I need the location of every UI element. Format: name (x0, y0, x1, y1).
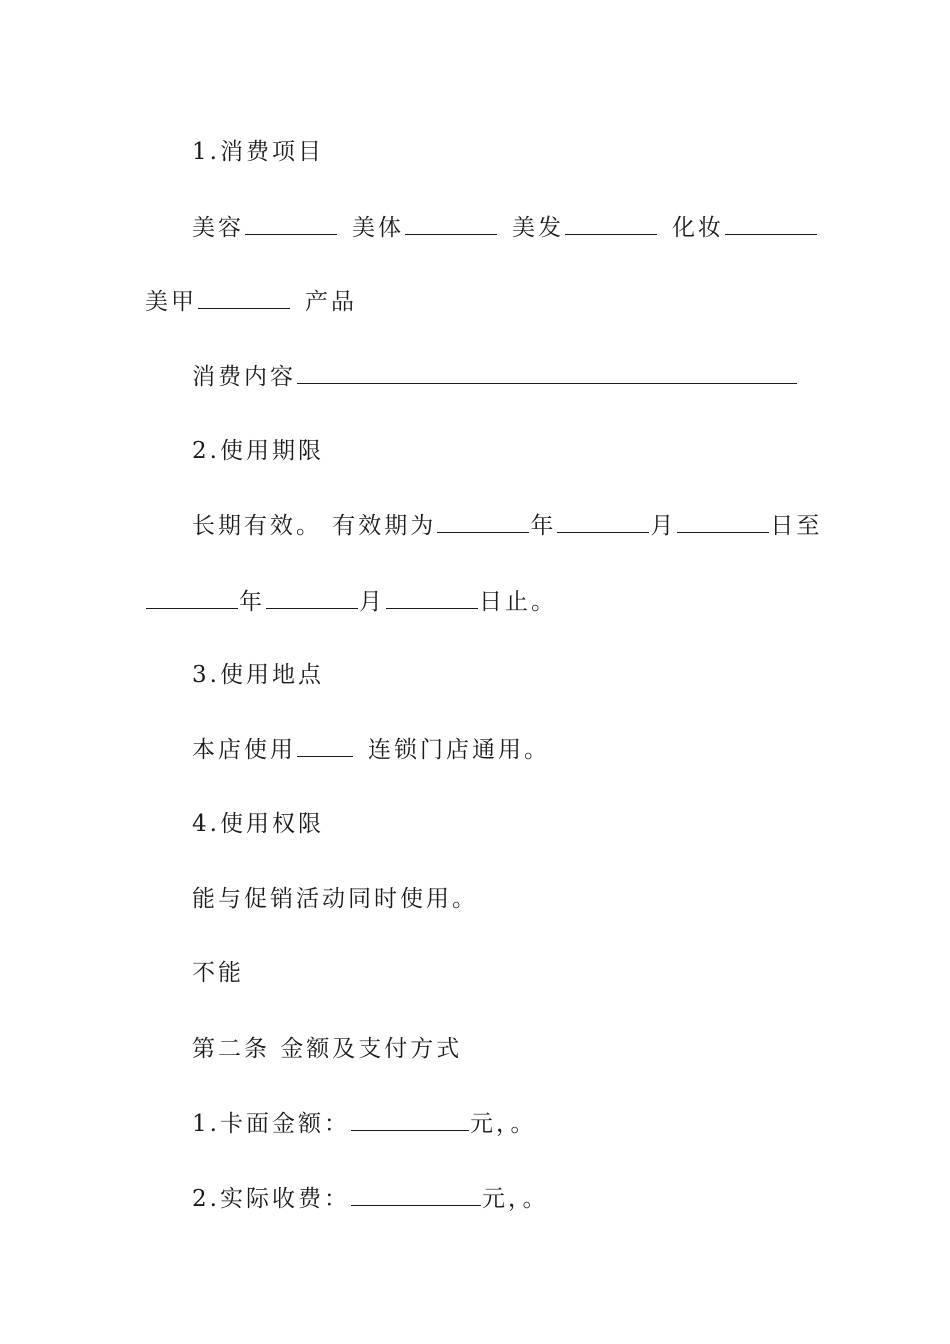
blank-start-month[interactable] (557, 510, 649, 533)
content-label: 消费内容 (192, 364, 296, 390)
permission-heading: 4.使用权限 (192, 811, 324, 837)
location-row (192, 734, 550, 765)
period-month-label: 月 (650, 513, 677, 539)
blank-end-month[interactable] (266, 586, 358, 609)
blank-store-use[interactable] (297, 734, 353, 757)
blank-end-day[interactable] (386, 586, 478, 609)
period-year-label: 年 (530, 513, 557, 539)
consumption-items-row2 (145, 286, 357, 317)
period-end-year-label: 年 (239, 589, 265, 615)
item-body: 美体 (352, 215, 404, 241)
actual-fee-row (192, 1183, 548, 1214)
card-amount-suffix: 元，。 (469, 1111, 537, 1137)
blank-end-year[interactable] (146, 586, 238, 609)
item-makeup: 化妆 (672, 215, 724, 241)
permission-yes: 能与促销活动同时使用。 (192, 886, 478, 912)
blank-nails[interactable] (198, 286, 290, 309)
consumption-items-row1 (192, 212, 818, 243)
consumption-heading: 1.消费项目 (192, 139, 324, 165)
period-day-to-label: 日至 (770, 513, 823, 539)
consumption-content-row (192, 361, 798, 392)
item-nails: 美甲 (145, 289, 197, 315)
period-row1 (192, 510, 822, 541)
article2-heading: 第二条 金额及支付方式 (192, 1036, 463, 1062)
period-heading: 2.使用期限 (192, 438, 324, 464)
permission-no: 不能 (192, 960, 244, 986)
item-beauty: 美容 (192, 215, 244, 241)
blank-body[interactable] (405, 212, 497, 235)
blank-start-day[interactable] (677, 510, 769, 533)
blank-card-amount[interactable] (351, 1108, 469, 1131)
location-store-use: 本店使用 (192, 737, 296, 763)
card-amount-label: 1.卡面金额： (192, 1111, 350, 1137)
actual-fee-label: 2.实际收费： (192, 1186, 350, 1212)
blank-actual-fee[interactable] (351, 1183, 481, 1206)
location-chain: 连锁门店通用。 (368, 737, 550, 763)
blank-content[interactable] (297, 361, 797, 384)
blank-beauty[interactable] (245, 212, 337, 235)
period-end-month-label: 月 (359, 589, 385, 615)
blank-makeup[interactable] (725, 212, 817, 235)
period-end-day-label: 日止。 (479, 589, 557, 615)
location-heading: 3.使用地点 (192, 662, 324, 688)
period-row2 (145, 586, 557, 617)
actual-fee-suffix: 元，。 (481, 1186, 549, 1212)
item-product: 产品 (305, 289, 357, 315)
period-prefix: 长期有效。 有效期为 (192, 513, 437, 539)
blank-start-year[interactable] (437, 510, 529, 533)
card-amount-row (192, 1108, 536, 1139)
blank-hair[interactable] (565, 212, 657, 235)
item-hair: 美发 (512, 215, 564, 241)
